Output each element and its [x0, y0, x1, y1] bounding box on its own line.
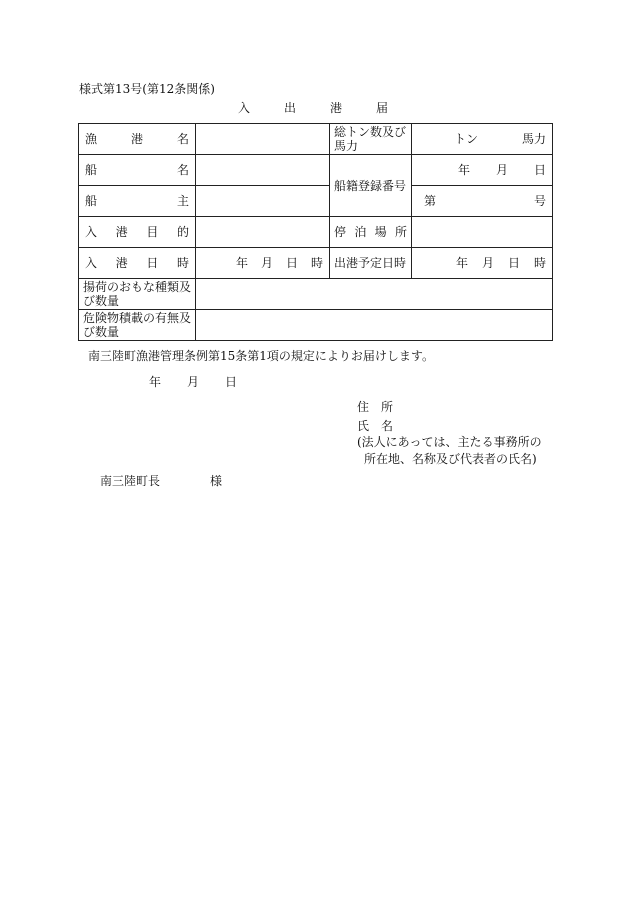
addressee-name: 南三陸町長 — [100, 474, 161, 488]
field-cargo[interactable] — [196, 279, 553, 310]
label-mooring: 停 泊 場 所 — [330, 217, 412, 248]
label-departure-datetime: 出港予定日時 — [330, 248, 412, 279]
field-owner[interactable] — [196, 186, 330, 217]
title-char: 港 — [330, 101, 343, 115]
title-char: 届 — [376, 101, 389, 115]
honorific: 様 — [210, 474, 223, 488]
label-tonnage: 総トン数及び 馬力 — [330, 124, 412, 155]
field-departure-datetime[interactable]: 年 月 日 時 — [412, 248, 553, 279]
document-title — [238, 99, 388, 116]
applicant-address-label: 住 所 — [357, 400, 394, 414]
field-registration-number[interactable]: 第 号 — [412, 186, 553, 217]
label-entry-datetime: 入 港 日 時 — [79, 248, 196, 279]
title-char: 入 — [238, 101, 251, 115]
label-purpose: 入 港 目 的 — [79, 217, 196, 248]
title-char: 出 — [284, 101, 297, 115]
addressee — [100, 472, 222, 489]
field-hazardous-cargo[interactable] — [196, 310, 553, 341]
legal-basis-text: 南三陸町漁港管理条例第15条第1項の規定によりお届けします。 — [88, 349, 434, 363]
corporate-note-line2: 所在地、名称及び代表者の氏名) — [364, 452, 537, 466]
field-mooring[interactable] — [412, 217, 553, 248]
submission-date[interactable]: 年 月 日 — [149, 375, 238, 389]
label-cargo: 揚荷のおもな種類及 び数量 — [79, 279, 196, 310]
label-hazardous-cargo: 危険物積載の有無及 び数量 — [79, 310, 196, 341]
field-entry-datetime[interactable]: 年 月 日 時 — [196, 248, 330, 279]
label-registration-number: 船籍登録番号 — [330, 155, 412, 217]
applicant-name-label: 氏 名 — [357, 419, 394, 433]
form-number: 様式第13号(第12条関係) — [79, 82, 215, 96]
field-registration-date[interactable]: 年 月 日 — [412, 155, 553, 186]
field-ship-name[interactable] — [196, 155, 330, 186]
field-purpose[interactable] — [196, 217, 330, 248]
label-owner: 船 主 — [79, 186, 196, 217]
label-port-name: 漁 港 名 — [79, 124, 196, 155]
corporate-note-line1: (法人にあっては、主たる事務所の — [357, 435, 542, 449]
field-tonnage[interactable]: トン 馬力 — [412, 124, 553, 155]
label-ship-name: 船 名 — [79, 155, 196, 186]
field-port-name[interactable] — [196, 124, 330, 155]
port-notification-table — [78, 123, 553, 341]
